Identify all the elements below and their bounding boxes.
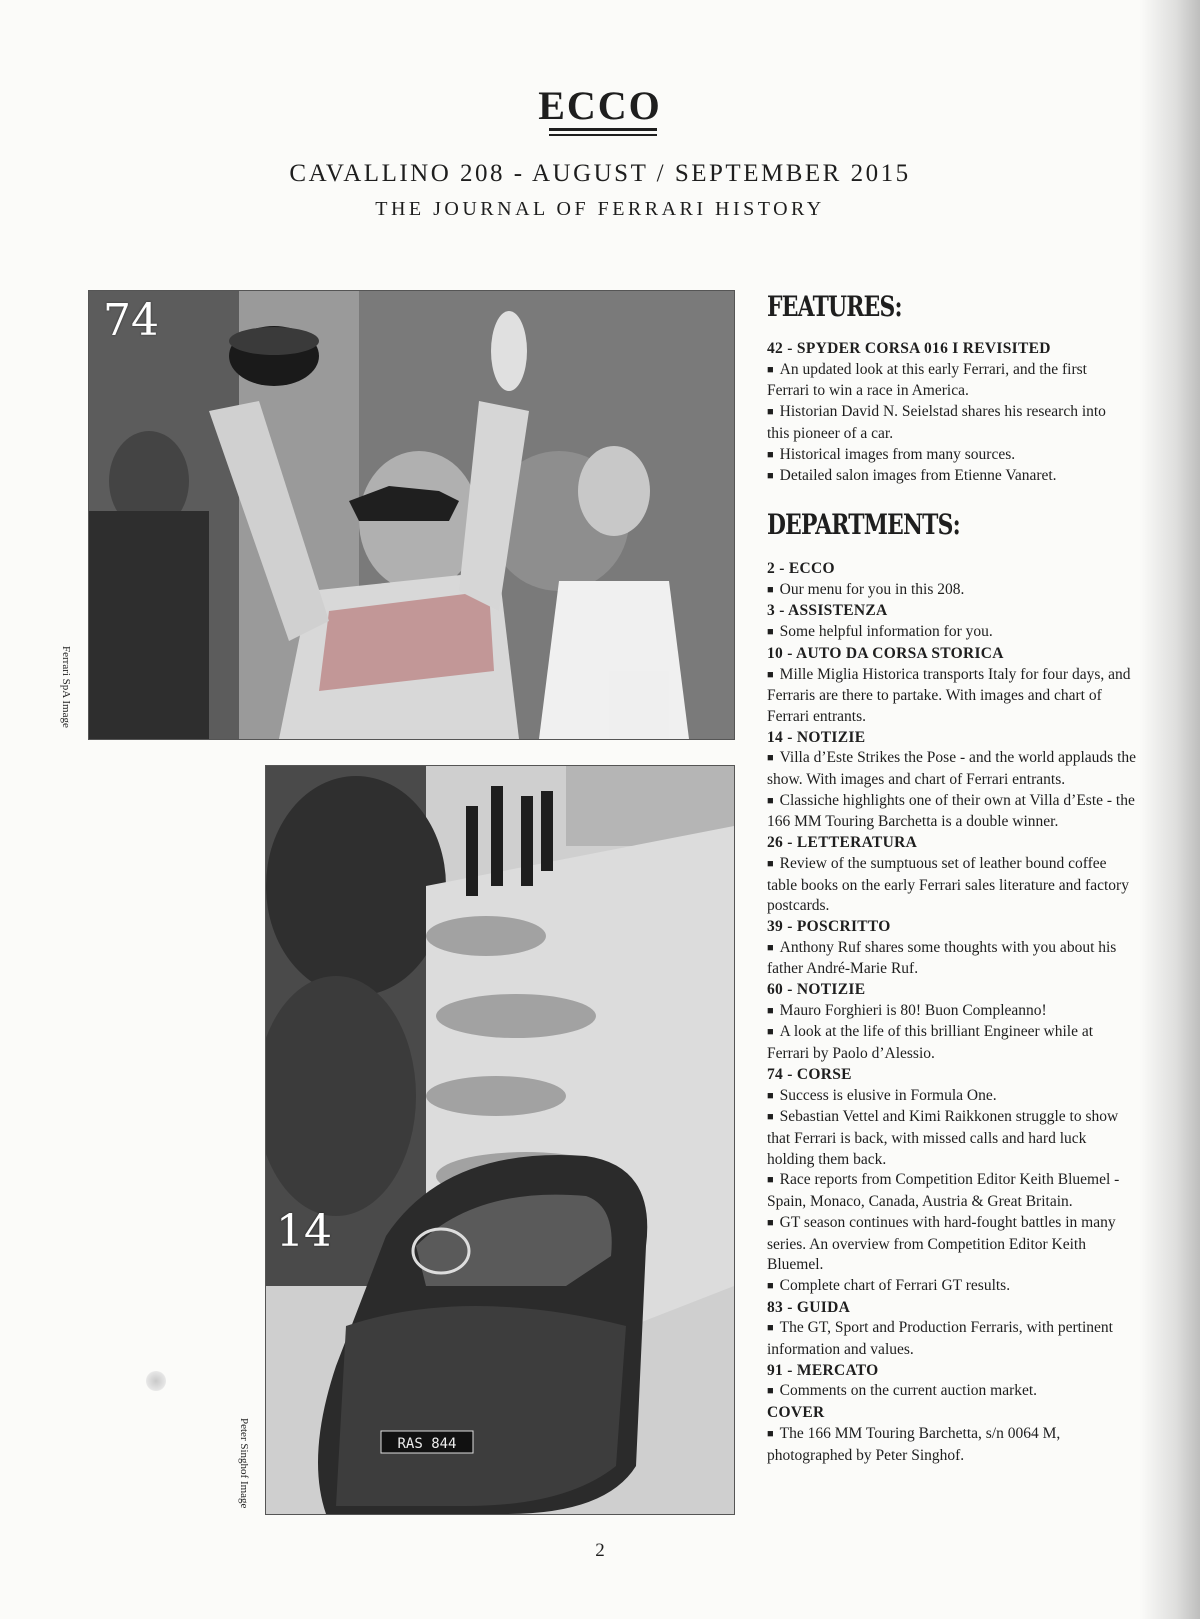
masthead-title: ECCO	[538, 83, 662, 128]
departments-list	[767, 559, 1137, 1466]
entry-title: 42 - SPYDER CORSA 016 I REVISITED	[767, 340, 1051, 357]
departments-heading: DEPARTMENTS:	[767, 508, 960, 541]
entry-title: 39 - POSCRITTO	[767, 917, 891, 935]
entry-title: 2 - ECCO	[767, 560, 835, 577]
entry-title: 14 - NOTIZIE	[767, 728, 866, 746]
masthead-rule	[549, 128, 657, 131]
entry-bullet: ■ Anthony Ruf shares some thoughts with you about his father André-Marie Ruf.	[767, 938, 1137, 980]
entry-title: 60 - NOTIZIE	[767, 981, 866, 999]
entry-bullet: ■ Our menu for you in this 208.	[767, 580, 1137, 602]
entry-bullet: ■ Mauro Forghieri is 80! Buon Compleanno!	[767, 1001, 1137, 1023]
entry-bullet: ■ Sebastian Vettel and Kimi Raikkonen struggle to show that Ferrari is back, with missed calls and hard luck holding them back.	[767, 1107, 1137, 1170]
entry-bullet: ■ Some helpful information for you.	[767, 622, 1137, 644]
photo-podium	[88, 290, 735, 740]
photo-barchetta-illustration	[266, 766, 734, 1514]
photo-credit: Ferrari SpA Image	[60, 646, 72, 728]
entry-bullet: ■ Classiche highlights one of their own at Villa d’Este - the 166 MM Touring Barchetta is a double winner.	[767, 791, 1137, 833]
entry-bullet: ■ Villa d’Este Strikes the Pose - and the world applauds the show. With images and chart of Ferrari entrants.	[767, 748, 1137, 790]
photo-podium-illustration	[89, 291, 734, 739]
issue-line: CAVALLINO 208 - AUGUST / SEPTEMBER 2015	[289, 160, 911, 187]
entry-bullet: ■ An updated look at this early Ferrari, and the first Ferrari to win a race in America.	[767, 360, 1127, 402]
page-edge-shadow	[1140, 0, 1200, 1619]
entry-bullet: ■ GT season continues with hard-fought battles in many series. An overview from Competition Editor Keith Bluemel.	[767, 1213, 1137, 1276]
entry-bullet: ■ The GT, Sport and Production Ferraris, with pertinent information and values.	[767, 1318, 1137, 1360]
entry-bullet: ■ Complete chart of Ferrari GT results.	[767, 1276, 1137, 1298]
entry-bullet: ■ Detailed salon images from Etienne Vanaret.	[767, 466, 1127, 488]
page-number: 2	[595, 1540, 605, 1561]
photo-page-number: 14	[276, 1206, 332, 1257]
entry-bullet: ■ Historian David N. Seielstad shares his research into this pioneer of a car.	[767, 402, 1127, 444]
entry-bullet: ■ Success is elusive in Formula One.	[767, 1086, 1137, 1108]
entry-title: 74 - CORSE	[767, 1065, 852, 1083]
entry-title: 91 - MERCATO	[767, 1361, 879, 1379]
photo-page-number: 74	[103, 295, 159, 346]
entry-bullet: ■ Comments on the current auction market.	[767, 1381, 1137, 1403]
features-heading: FEATURES:	[767, 290, 902, 323]
entry-title: 3 - ASSISTENZA	[767, 602, 888, 620]
photo-barchetta	[265, 765, 735, 1515]
photo-credit: Peter Singhof Image	[238, 1418, 250, 1509]
entry-title: COVER	[767, 1404, 825, 1422]
entry-bullet: ■ Race reports from Competition Editor Keith Bluemel - Spain, Monaco, Canada, Austria & Great Britain.	[767, 1170, 1137, 1212]
paper-smudge	[146, 1371, 166, 1391]
entry-bullet: ■ Mille Miglia Historica transports Italy for four days, and Ferraris are there to partake. With images and chart of Ferrari entrants.	[767, 665, 1137, 728]
entry-bullet: ■ Historical images from many sources.	[767, 445, 1127, 467]
entry-bullet: ■ The 166 MM Touring Barchetta, s/n 0064 M, photographed by Peter Singhof.	[767, 1424, 1137, 1466]
entry-bullet: ■ A look at the life of this brilliant Engineer while at Ferrari by Paolo d’Alessio.	[767, 1022, 1137, 1064]
entry-title: 26 - LETTERATURA	[767, 834, 918, 852]
journal-subtitle: THE JOURNAL OF FERRARI HISTORY	[375, 198, 825, 220]
entry-bullet: ■ Review of the sumptuous set of leather bound coffee table books on the early Ferrari sales literature and factory postcards.	[767, 854, 1137, 917]
masthead-rule-secondary	[549, 134, 657, 136]
entry-title: 83 - GUIDA	[767, 1298, 851, 1316]
license-plate-text: RAS 844	[397, 1436, 457, 1452]
entry-title: 10 - AUTO DA CORSA STORICA	[767, 644, 1004, 662]
features-list	[767, 339, 1127, 488]
